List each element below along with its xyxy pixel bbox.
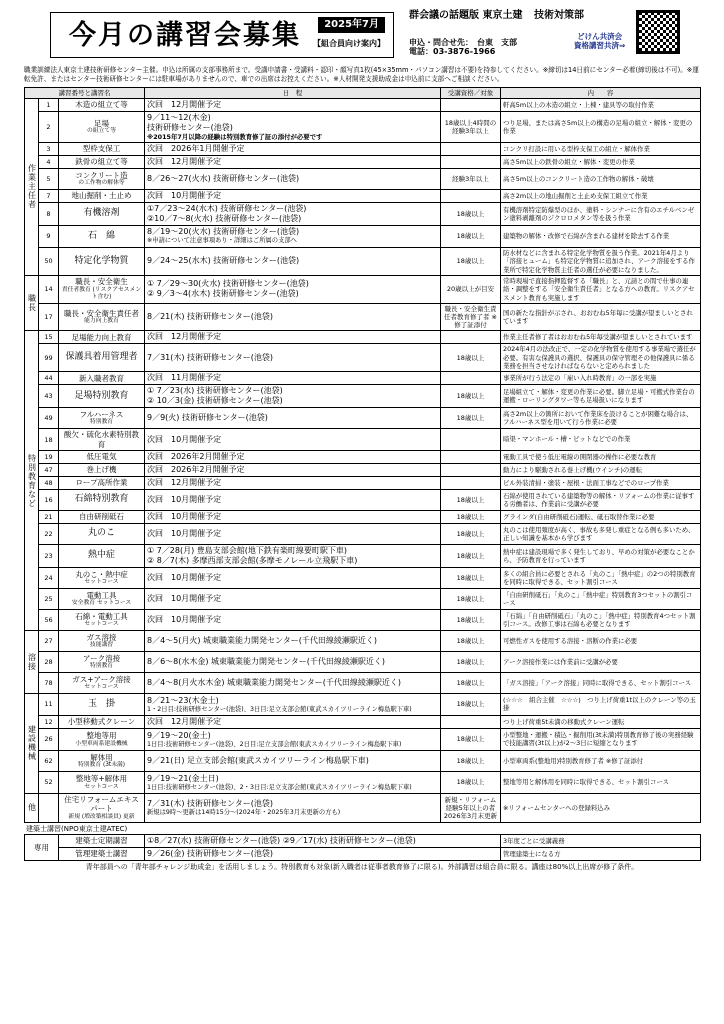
course-schedule: 8／4～5(月火) 城東職業能力開発センター(千代田線綾瀬駅近く) — [145, 630, 441, 651]
course-description: 国の新たな指針が示され、おおむね5年毎に受講が望ましいとされています — [501, 303, 701, 330]
course-eligibility: 新規・リフォーム経験5年以上の者 2026年3月末更新 — [441, 793, 501, 822]
course-number: 21 — [39, 510, 59, 523]
course-number: 5 — [39, 168, 59, 189]
course-number: 3 — [39, 142, 59, 155]
course-schedule: ① 7／23(水) 技術研修センター(池袋) ② 10／3(金) 技術研修センター(池袋) — [145, 385, 441, 408]
course-number: 43 — [39, 385, 59, 408]
audience-badge: 【組合員向け案内】 — [313, 39, 385, 48]
page — [24, 8, 700, 871]
course-name[interactable]: 電動工具 安全教育 セットコース — [59, 588, 145, 609]
course-name[interactable]: 特定化学物質 — [59, 247, 145, 275]
course-eligibility: 18歳以上 — [441, 567, 501, 588]
course-description: 防水材などに含まれる特定化学物質を扱う作業。2021年4月より「溶接ヒューム」も特定化学物質に追加され、アーク溶接をする作業所で特定化学物質主任者の選任が必要になりました。 — [501, 247, 701, 275]
course-number: 44 — [39, 372, 59, 385]
course-description: グラインダ(自由研削砥石)運転、砥石取替作業に必要 — [501, 510, 701, 523]
course-schedule: 次回 12月開催予定 — [145, 715, 441, 728]
course-number: 7 — [39, 189, 59, 202]
course-number: 26 — [39, 728, 59, 750]
course-number: 9 — [39, 225, 59, 247]
course-name[interactable]: 整地等用 小型車両系建設機械 — [59, 728, 145, 750]
table-row — [25, 247, 701, 275]
course-schedule: 次回 10月開催予定 — [145, 510, 441, 523]
course-eligibility: 18歳以上 — [441, 630, 501, 651]
contact-info: 申込・問合せ先： 台東 支部 電話：03-3876-1966 — [409, 38, 517, 57]
course-description: 2024年4月の法改正で、一定の化学物質を使用する事業場で選任が必要。有害な保護具の選択、保護具の保守管理その他保護具に係る業務を担当させなければならないと定められました — [501, 344, 701, 372]
course-eligibility: 18歳以上 — [441, 408, 501, 429]
course-eligibility: 18歳以上4時間の経験3年以上 — [441, 111, 501, 142]
atec-course-name[interactable]: 建築士定期講習 — [59, 835, 145, 848]
course-name[interactable]: 丸のこ — [59, 523, 145, 544]
course-eligibility: 18歳以上 — [441, 202, 501, 225]
category-label: 溶接 — [25, 630, 39, 693]
table-row — [25, 275, 701, 303]
table-row — [25, 523, 701, 544]
category-label: 特別教育など — [25, 331, 39, 631]
table-row — [25, 344, 701, 372]
course-description: 高さ2m以上の箇所において作業床を設けることが困難な場合は、フルハーネス型を用いて行う作業に必要 — [501, 408, 701, 429]
course-name[interactable]: 住宅リフォームエキスパート 新規 (増改築相談員) 更新 — [59, 793, 145, 822]
table-row — [25, 715, 701, 728]
course-description: 常時現場で直接指揮監督する「職長」と、元請との間で仕事の連絡・調整をする「安全衛生責任者」となる方への教育。リスクアセスメント教育も実施します — [501, 275, 701, 303]
course-schedule: 8／4～8(月火水木金) 城東職業能力開発センター(千代田線綾瀬駅近く) — [145, 672, 441, 693]
table-row — [25, 588, 701, 609]
course-eligibility — [441, 715, 501, 728]
course-number: 99 — [39, 344, 59, 372]
table-row — [25, 463, 701, 476]
course-name[interactable]: ロープ高所作業 — [59, 476, 145, 489]
course-name[interactable]: 鉄骨の組立て等 — [59, 155, 145, 168]
course-schedule: ①7／23～24(水木) 技術研修センター(池袋) ②10／7～8(火水) 技術研修センター(池袋) — [145, 202, 441, 225]
course-name[interactable]: 地山掘削・土止め — [59, 189, 145, 202]
course-eligibility: 18歳以上 — [441, 750, 501, 771]
course-eligibility: 18歳以上 — [441, 225, 501, 247]
table-row — [25, 331, 701, 344]
atec-schedule: ①8／27(水) 技術研修センター(池袋) ②9／17(水) 技術研修センター(池袋) — [145, 835, 501, 848]
table-header-row — [25, 87, 701, 98]
course-description: 石綿が使用されている建築物等の解体・リフォームの作業に従事する労働者は、作業前に受講が必要 — [501, 489, 701, 510]
course-eligibility — [441, 450, 501, 463]
atec-course-name[interactable]: 管理建築士講習 — [59, 848, 145, 861]
course-eligibility: 18歳以上 — [441, 385, 501, 408]
course-description: 丸のこは使用頻度が高く、事故も多発し重症となる例も多いため、正しい知識を基本から学びます — [501, 523, 701, 544]
course-eligibility — [441, 331, 501, 344]
table-row — [25, 408, 701, 429]
course-schedule: 次回 10月開催予定 — [145, 588, 441, 609]
course-eligibility: 職長・安全衛生責任者教育修了者 ※修了証添付 — [441, 303, 501, 330]
course-name[interactable]: 職長・安全衛生 責任者教育 (リスクアセスメント含む) — [59, 275, 145, 303]
table-row — [25, 630, 701, 651]
course-schedule: 7／31(木) 技術研修センター(池袋) — [145, 344, 441, 372]
table-row — [25, 142, 701, 155]
course-name[interactable]: アーク溶接 特別教育 — [59, 651, 145, 672]
course-eligibility: 18歳以上 — [441, 672, 501, 693]
course-schedule: 次回 10月開催予定 — [145, 567, 441, 588]
atec-row — [25, 835, 701, 848]
course-name[interactable]: フルハーネス 特別教育 — [59, 408, 145, 429]
course-description: 整地等用と解体用を同時に取得できる、セット割引コース — [501, 771, 701, 793]
course-name[interactable]: 酸欠・硫化水素特別教育 — [59, 429, 145, 451]
course-description: アーク溶接作業には作業前に受講が必要 — [501, 651, 701, 672]
table-row — [25, 693, 701, 715]
course-description: つり足場、または高さ5m以上の構造の足場の組立・解体・変更の作業 — [501, 111, 701, 142]
course-eligibility: 18歳以上 — [441, 510, 501, 523]
course-name[interactable]: 整地等+解体用 セットコース — [59, 771, 145, 793]
table-row — [25, 793, 701, 822]
table-row — [25, 155, 701, 168]
course-name[interactable]: 熱中症 — [59, 544, 145, 567]
table-row — [25, 750, 701, 771]
course-name[interactable]: 小型移動式クレーン — [59, 715, 145, 728]
title-box — [50, 12, 394, 58]
table-row — [25, 728, 701, 750]
course-description: 足場組立て・解体・変更の作業に必要。脚立足場・可搬式作業台の運搬・ローリングタワー等も足場扱いになります — [501, 385, 701, 408]
course-description: 多くの組合員に必要とされる「丸のこ」「熱中症」の2つの特別教育を同時に取得できる、セット割引コース — [501, 567, 701, 588]
cta-text: どけん共済会 資格講習共済⇒ — [574, 32, 626, 51]
course-schedule: 9／21(日) 足立支部会館(東武スカイツリーライン梅島駅下車) — [145, 750, 441, 771]
course-schedule: 次回 12月開催予定 — [145, 98, 441, 111]
course-name[interactable]: 石綿・電動工具 セットコース — [59, 609, 145, 630]
page-title: 今月の講習会募集 — [69, 20, 301, 51]
course-number: 27 — [39, 630, 59, 651]
course-eligibility — [441, 155, 501, 168]
course-eligibility — [441, 189, 501, 202]
course-number: 1 — [39, 98, 59, 111]
course-schedule: 8／21～23(木金土) 1・2日目:技術研修センター(池袋)、3日目:足立支部会館(東武スカイツリーライン梅島駅下車) — [145, 693, 441, 715]
course-table-body — [25, 98, 701, 822]
table-row — [25, 510, 701, 523]
course-schedule: 次回 2026年2月開催予定 — [145, 463, 441, 476]
course-schedule: 次回 11月開催予定 — [145, 372, 441, 385]
course-eligibility: 経験3年以上 — [441, 168, 501, 189]
course-eligibility: 18歳以上 — [441, 523, 501, 544]
table-row — [25, 225, 701, 247]
course-number: 49 — [39, 408, 59, 429]
course-description: 作業主任者修了者はおおむね5年毎受講が望ましいとされています — [501, 331, 701, 344]
course-number: 62 — [39, 750, 59, 771]
course-description: 電動工具で使う低圧電線の開閉器の操作に必要な教育 — [501, 450, 701, 463]
table-row — [25, 429, 701, 451]
course-name[interactable]: 有機溶剤 — [59, 202, 145, 225]
course-description: 高さ5m以上の鉄骨の組立・解体・変更の作業 — [501, 155, 701, 168]
course-number: 22 — [39, 523, 59, 544]
course-name[interactable]: 保護具着用管理者 — [59, 344, 145, 372]
course-schedule: 次回 10月開催予定 — [145, 189, 441, 202]
table-row — [25, 372, 701, 385]
course-description: 小型車両系(整地用)特別教育修了者 ※修了証添付 — [501, 750, 701, 771]
atec-table-body — [25, 835, 701, 861]
course-name[interactable]: 玉 掛 — [59, 693, 145, 715]
course-name[interactable]: 解体用 特別教育 (3t未満) — [59, 750, 145, 771]
course-number: 28 — [39, 651, 59, 672]
course-schedule: 7／31(木) 技術研修センター(池袋) 新規は9時～更新は14時15分～(2024年・2025年3月末更新の方も) — [145, 793, 441, 822]
course-number: 11 — [39, 693, 59, 715]
footer-note: 青年部員への「青年部チャレンジ助成金」を活用しましょう。特別教育も対象(新入職者は従事者教育修了に限る)。外部講習は組合員に限る。講座は80%以上出席が修了条件。 — [85, 863, 639, 872]
course-description: ビル外装清掃・塗装・屋根・法面工事などでのロープ作業 — [501, 476, 701, 489]
course-schedule: 9／11～12(木金) 技術研修センター(池袋) ※2015年7月以降の経験は特別教育修了証の添付が必要です — [145, 111, 441, 142]
course-schedule: 次回 2026年2月開催予定 — [145, 450, 441, 463]
header-course: 講習番号と講習名 — [25, 87, 145, 98]
course-eligibility: 18歳以上 — [441, 609, 501, 630]
course-schedule: 次回 10月開催予定 — [145, 609, 441, 630]
course-description: 「石綿」「自由研削砥石」「丸のこ」「熱中症」特別教育4つセット割引コース。改修工事は石綿も必要となります — [501, 609, 701, 630]
course-eligibility: 18歳以上 — [441, 728, 501, 750]
course-number: 18 — [39, 429, 59, 451]
course-name[interactable]: 低圧電気 — [59, 450, 145, 463]
category-label: 建設機械 — [25, 693, 39, 793]
course-schedule: 次回 2026年1月開催予定 — [145, 142, 441, 155]
course-description: 事業所が行う法定の「雇い入れ時教育」の一部を実施 — [501, 372, 701, 385]
table-row — [25, 651, 701, 672]
course-schedule: ① 7／28(月) 豊島支部会館(地下鉄有楽町線要町駅下車) ② 8／7(木) 多摩西部支部会館(多摩モノレール立飛駅下車) — [145, 544, 441, 567]
course-number: 25 — [39, 588, 59, 609]
course-schedule: 9／9(火) 技術研修センター(池袋) — [145, 408, 441, 429]
atec-description: 管理建築士になる方 — [501, 848, 701, 861]
organizer-block — [409, 10, 629, 57]
course-name[interactable]: 足場特別教育 — [59, 385, 145, 408]
course-number: 19 — [39, 450, 59, 463]
course-name[interactable]: 石綿特別教育 — [59, 489, 145, 510]
course-schedule: 次回 12月開催予定 — [145, 155, 441, 168]
table-row — [25, 202, 701, 225]
category-label: 作業主任者 — [25, 98, 39, 275]
course-description: 動力により駆動される巻上げ機(ウインチ)の運転 — [501, 463, 701, 476]
course-eligibility: 18歳以上 — [441, 771, 501, 793]
organizer-name: 群会議の話題版 東京土建 技術対策部 — [409, 10, 584, 21]
course-schedule: 次回 10月開催予定 — [145, 429, 441, 451]
course-description: 高さ5m以上のコンクリート造の工作物の解体・破壊 — [501, 168, 701, 189]
course-eligibility: 18歳以上 — [441, 693, 501, 715]
course-number: 56 — [39, 609, 59, 630]
schedule-note: ※2015年7月以降の経験は特別教育修了証の添付が必要です — [147, 132, 323, 141]
course-description: (☆☆☆ 組合主催 ☆☆☆) つり上げ荷重1t以上のクレーン等の玉掛 — [501, 693, 701, 715]
course-name[interactable]: 足場 の組立て等 — [59, 111, 145, 142]
course-name[interactable]: 石 綿 — [59, 225, 145, 247]
table-row — [25, 609, 701, 630]
qr-code-icon[interactable] — [636, 10, 680, 54]
course-number: 8 — [39, 202, 59, 225]
course-description: 「ガス溶接」「アーク溶接」同時に取得できる、セット割引コース — [501, 672, 701, 693]
course-schedule: 9／19～20(金土) 1日目:技術研修センター(池袋)、2日目:足立支部会館(東武スカイツリーライン梅島駅下車) — [145, 728, 441, 750]
table-row — [25, 98, 701, 111]
course-description: 軒高5m以上の木造の組立・上棟・建具等の取付作業 — [501, 98, 701, 111]
year-badge: 2025年7月 — [318, 17, 385, 33]
course-number: 14 — [39, 275, 59, 303]
course-number: 50 — [39, 247, 59, 275]
course-description: 有機溶剤特定防爆型のほか、塗料・シンナーに含有のエチルベンゼン塗料剥離剤のジクロロメタン等を扱う作業 — [501, 202, 701, 225]
course-eligibility: 18歳以上 — [441, 588, 501, 609]
header — [24, 8, 700, 62]
course-description: ※リフォームセンターへの登録料込み — [501, 793, 701, 822]
course-eligibility — [441, 429, 501, 451]
course-name[interactable]: 足場能力向上教育 — [59, 331, 145, 344]
course-description: 小型整地・運搬・積込・掘削用(3t未満)特別教育修了後の実務経験で技能講習(3t以上)が2～3日に短縮となります — [501, 728, 701, 750]
atec-title: 建築士講習(NPO東京土建ATEC) — [26, 824, 128, 833]
course-eligibility — [441, 98, 501, 111]
course-eligibility: 18歳以上 — [441, 489, 501, 510]
course-name[interactable]: 丸のこ・熱中症 セットコース — [59, 567, 145, 588]
course-eligibility: 18歳以上 — [441, 651, 501, 672]
course-number: 24 — [39, 567, 59, 588]
course-eligibility: 20歳以上が目安 — [441, 275, 501, 303]
course-number: 12 — [39, 715, 59, 728]
course-description: 暗渠・マンホール・槽・ピットなどでの作業 — [501, 429, 701, 451]
course-schedule: ① 7／29～30(火水) 技術研修センター(池袋) ② 9／3～4(水木) 技術研修センター(池袋) — [145, 275, 441, 303]
course-name[interactable]: 自由研削砥石 — [59, 510, 145, 523]
course-eligibility — [441, 142, 501, 155]
course-schedule: 9／24～25(水木) 技術研修センター(池袋) — [145, 247, 441, 275]
course-schedule: 次回 12月開催予定 — [145, 331, 441, 344]
table-row — [25, 672, 701, 693]
course-eligibility: 18歳以上 — [441, 544, 501, 567]
course-schedule: 次回 12月開催予定 — [145, 476, 441, 489]
course-number: 4 — [39, 155, 59, 168]
table-row — [25, 771, 701, 793]
course-eligibility — [441, 372, 501, 385]
course-number — [39, 793, 59, 822]
notice-text: 職業訓練法人東京土建技術研修センター主催。申込は所属の支部事務所まで。受講申請書・受講料・認印・顔写真1枚(45×35mm・パソコン講習は不要)を持参してください。※締切は14日前にセンター必着(締切後は不可)。※運転免許、またはセンター技術研修センターには駐車場がありませんので、車での出席はお控えください。※人材開発支援助成金は申込前に支部へご相談ください。 — [24, 66, 699, 83]
course-number: 17 — [39, 303, 59, 330]
course-eligibility — [441, 476, 501, 489]
atec-description: 3年度ごとに受講義務 — [501, 835, 701, 848]
atec-row — [25, 848, 701, 861]
header-content: 内 容 — [501, 87, 701, 98]
course-schedule: 次回 10月開催予定 — [145, 523, 441, 544]
course-description: 可燃性ガスを使用する溶接・溶断の作業に必要 — [501, 630, 701, 651]
course-number: 47 — [39, 463, 59, 476]
atec-table — [24, 834, 701, 861]
course-number: 48 — [39, 476, 59, 489]
course-number: 52 — [39, 771, 59, 793]
course-schedule: 次回 10月開催予定 — [145, 489, 441, 510]
course-name[interactable]: 巻上げ機 — [59, 463, 145, 476]
course-name[interactable]: 職長・安全衛生責任者 能力向上教育 — [59, 303, 145, 330]
course-number: 2 — [39, 111, 59, 142]
course-name[interactable]: ガス+アーク溶接 セットコース — [59, 672, 145, 693]
course-schedule: 8／26～27(火水) 技術研修センター(池袋) — [145, 168, 441, 189]
table-row — [25, 567, 701, 588]
course-name[interactable]: 新入職者教育 — [59, 372, 145, 385]
course-name[interactable]: コンクリート造 の工作物の解体等 — [59, 168, 145, 189]
table-row — [25, 111, 701, 142]
course-schedule: 8／6～8(水木金) 城東職業能力開発センター(千代田線綾瀬駅近く) — [145, 651, 441, 672]
course-eligibility: 18歳以上 — [441, 247, 501, 275]
course-number: 78 — [39, 672, 59, 693]
course-description: 「自由研削砥石」「丸のこ」「熱中症」特別教育3つセットの割引コース — [501, 588, 701, 609]
course-schedule: 8／19～20(火水) 技術研修センター(池袋) ※申請について注意事項あり・詳細はご所属の支部へ — [145, 225, 441, 247]
category-label: 職長 — [25, 275, 39, 330]
table-row — [25, 450, 701, 463]
table-row — [25, 303, 701, 330]
course-schedule: 9／19～21(金土日) 1日目:技術研修センター(池袋)、2・3日目:足立支部会館(東武スカイツリーライン梅島駅下車) — [145, 771, 441, 793]
atec-schedule: 9／26(金) 技術研修センター(池袋) — [145, 848, 501, 861]
course-eligibility — [441, 463, 501, 476]
table-row — [25, 544, 701, 567]
course-name[interactable]: ガス溶接 技能講習 — [59, 630, 145, 651]
table-row — [25, 489, 701, 510]
table-row — [25, 189, 701, 202]
course-description: つり上げ荷重5t未満の移動式クレーン運転 — [501, 715, 701, 728]
table-row — [25, 476, 701, 489]
course-description: 熱中症は建設現場で多く発生しており、早めの対策が必要なことから、予防教育を行っています — [501, 544, 701, 567]
course-number: 16 — [39, 489, 59, 510]
course-description: 建築物の解体・改修で石綿が含まれる建材を除去する作業 — [501, 225, 701, 247]
course-description: 高さ2m以上の地山掘削と土止め支保工組立て作業 — [501, 189, 701, 202]
course-number: 15 — [39, 331, 59, 344]
atec-category: 専用 — [25, 835, 59, 861]
table-row — [25, 385, 701, 408]
course-name[interactable]: 木造の組立て等 — [59, 98, 145, 111]
table-row — [25, 168, 701, 189]
header-eligibility: 受講資格／対象 — [441, 87, 501, 98]
course-schedule: 8／21(木) 技術研修センター(池袋) — [145, 303, 441, 330]
course-number: 23 — [39, 544, 59, 567]
category-label: 他 — [25, 793, 39, 822]
course-table — [24, 87, 701, 823]
course-name[interactable]: 型枠支保工 — [59, 142, 145, 155]
header-schedule: 日 程 — [145, 87, 441, 98]
course-eligibility: 18歳以上 — [441, 344, 501, 372]
course-description: コンクリ打設に用いる型枠支保工の組立・解体作業 — [501, 142, 701, 155]
